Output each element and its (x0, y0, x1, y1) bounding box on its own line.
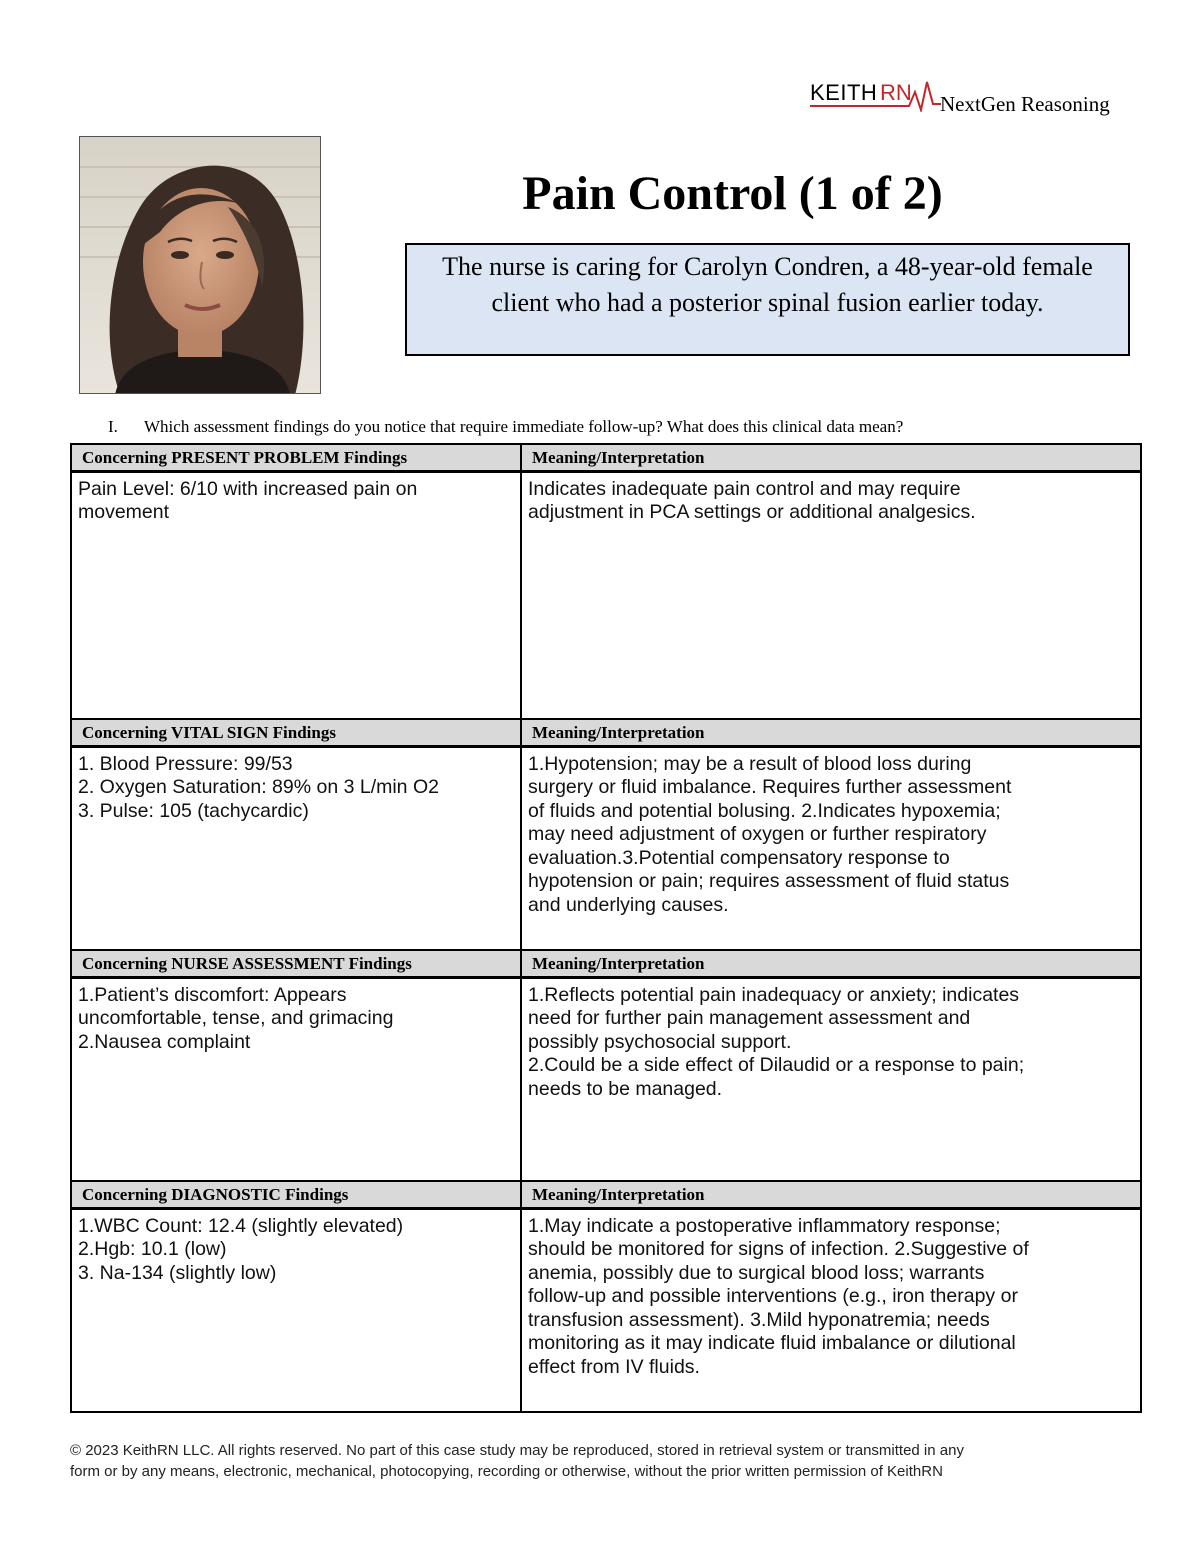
meaning-line: and underlying causes. (528, 893, 729, 916)
meaning-line: monitoring as it may indicate fluid imbalance or dilutional (528, 1332, 1016, 1354)
logo-rn-text: RN (880, 80, 912, 105)
meaning-line: follow-up and possible interventions (e.g., iron therapy or (528, 1285, 1018, 1307)
finding-line: 3. Na-134 (slightly low) (78, 1261, 277, 1284)
finding-line: 2. Oxygen Saturation: 89% on 3 L/min O2 (78, 776, 439, 798)
vital-sign-findings (71, 746, 521, 950)
finding-line: movement (78, 501, 170, 523)
meaning-line: transfusion assessment). 3.Mild hyponatremia; needs (528, 1308, 990, 1331)
finding-line: 1.WBC Count: 12.4 (slightly elevated) (78, 1214, 404, 1237)
present-problem-findings (71, 471, 521, 719)
finding-line: 2.Hgb: 10.1 (low) (78, 1238, 227, 1260)
logo-underline (810, 105, 906, 107)
meaning-header: Meaning/Interpretation (521, 1181, 1141, 1208)
nurse-assessment-meaning (521, 977, 1141, 1181)
meaning-line: surgery or fluid imbalance. Requires further assessment (528, 776, 1012, 798)
logo-keith-text: KEITH (810, 80, 878, 105)
meaning-line: 1.Hypotension; may be a result of blood loss during (528, 752, 972, 775)
meaning-line: should be monitored for signs of infection. 2.Suggestive of (528, 1238, 1029, 1260)
footer-line: © 2023 KeithRN LLC. All rights reserved. No part of this case study may be reproduced, stored in retrieval system or transmitted in any (70, 1442, 964, 1459)
case-intro-box: The nurse is caring for Carolyn Condren, a 48-year-old female client who had a posterior spinal fusion earlier today. (405, 243, 1130, 356)
section-header-row (71, 444, 1141, 471)
finding-line: 1. Blood Pressure: 99/53 (78, 752, 293, 775)
logo-tagline: NextGen Reasoning (940, 92, 1110, 116)
meaning-line: evaluation.3.Potential compensatory response to (528, 846, 950, 869)
present-problem-header: Concerning PRESENT PROBLEM Findings (71, 444, 521, 471)
diagnostic-findings (71, 1208, 521, 1412)
meaning-header: Meaning/Interpretation (521, 719, 1141, 746)
vital-sign-meaning (521, 746, 1141, 950)
finding-line: uncomfortable, tense, and grimacing (78, 1007, 394, 1029)
question-prompt (108, 417, 903, 437)
nurse-assessment-header: Concerning NURSE ASSESSMENT Findings (71, 950, 521, 977)
question-number: I. (108, 417, 118, 436)
meaning-line: possibly psychosocial support. (528, 1030, 792, 1053)
nurse-assessment-findings (71, 977, 521, 1181)
question-text: Which assessment findings do you notice that require immediate follow-up? What does this clinical data mean? (144, 417, 904, 436)
meaning-line: effect from IV fluids. (528, 1355, 700, 1378)
keithrn-logo (810, 78, 1140, 118)
meaning-line: hypotension or pain; requires assessment of fluid status (528, 870, 1010, 892)
meaning-line: 1.May indicate a postoperative inflammatory response; (528, 1214, 1001, 1237)
meaning-line: 2.Could be a side effect of Dilaudid or a response to pain; (528, 1054, 1025, 1076)
present-problem-meaning (521, 471, 1141, 719)
meaning-line: needs to be managed. (528, 1077, 723, 1100)
section-header-row (71, 1181, 1141, 1208)
meaning-line: may need adjustment of oxygen or further respiratory (528, 823, 987, 845)
page-title: Pain Control (1 of 2) (522, 167, 943, 220)
meaning-header: Meaning/Interpretation (521, 444, 1141, 471)
section-header-row (71, 719, 1141, 746)
section-body-row (71, 977, 1141, 1181)
copyright-footer (70, 1440, 1140, 1482)
findings-table (70, 443, 1142, 1413)
finding-line: Pain Level: 6/10 with increased pain on (78, 477, 418, 500)
section-body-row (71, 1208, 1141, 1412)
meaning-line: Indicates inadequate pain control and may require (528, 477, 961, 500)
meaning-line: of fluids and potential bolusing. 2.Indicates hypoxemia; (528, 799, 1001, 822)
finding-line: 3. Pulse: 105 (tachycardic) (78, 799, 309, 822)
meaning-line: 1.Reflects potential pain inadequacy or anxiety; indicates (528, 983, 1020, 1006)
diagnostic-header: Concerning DIAGNOSTIC Findings (71, 1181, 521, 1208)
section-body-row (71, 471, 1141, 719)
finding-line: 2.Nausea complaint (78, 1030, 251, 1053)
vital-sign-header: Concerning VITAL SIGN Findings (71, 719, 521, 746)
section-body-row (71, 746, 1141, 950)
meaning-header: Meaning/Interpretation (521, 950, 1141, 977)
patient-photo (79, 136, 321, 394)
meaning-line: adjustment in PCA settings or additional analgesics. (528, 501, 976, 523)
meaning-line: anemia, possibly due to surgical blood loss; warrants (528, 1261, 985, 1284)
diagnostic-meaning (521, 1208, 1141, 1412)
section-header-row (71, 950, 1141, 977)
footer-line: form or by any means, electronic, mechanical, photocopying, recording or otherwise, without the prior written permission of KeithRN (70, 1463, 943, 1480)
finding-line: 1.Patient’s discomfort: Appears (78, 983, 347, 1006)
meaning-line: need for further pain management assessment and (528, 1007, 971, 1029)
